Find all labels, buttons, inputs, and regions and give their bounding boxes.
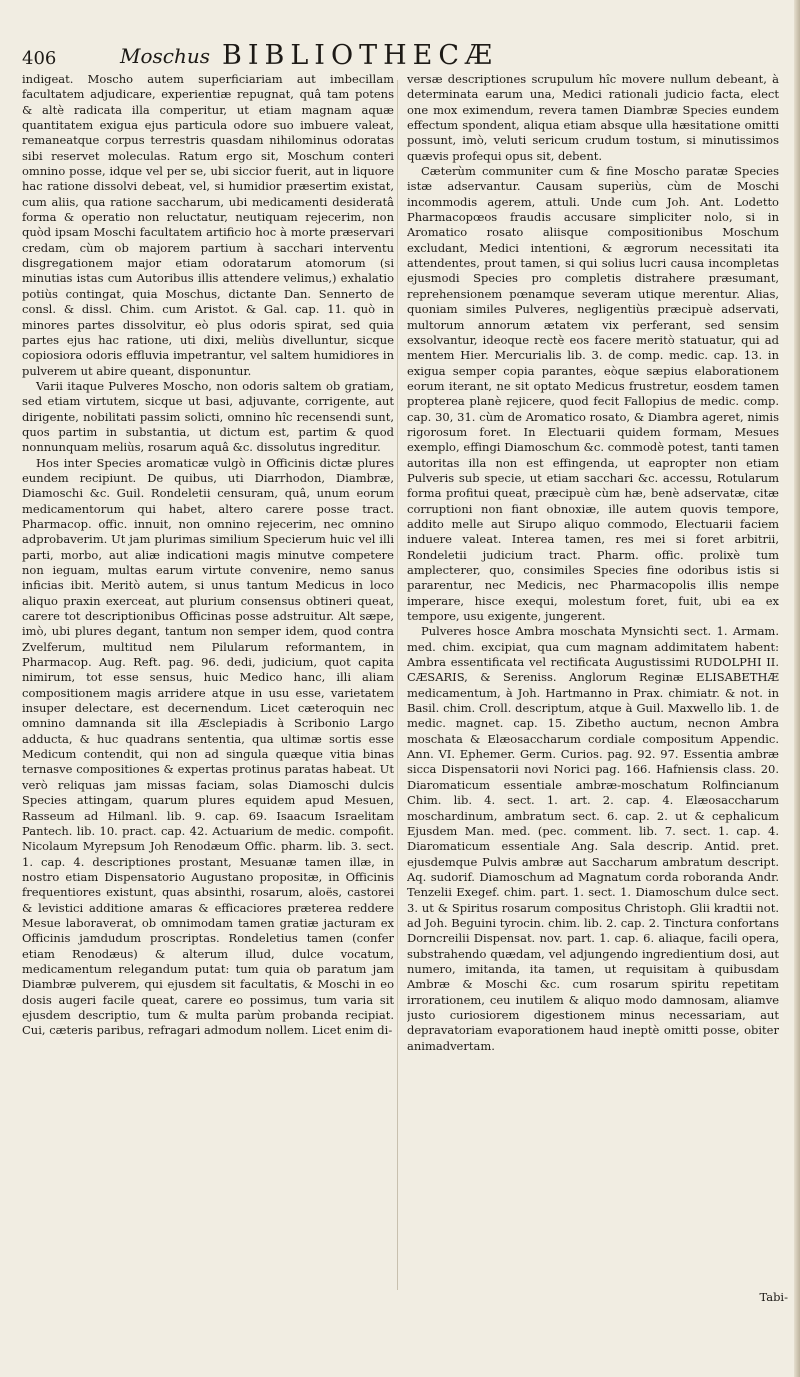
paragraph: Cæterùm communiter cum & fine Moscho paratæ Species istæ adservantur. Causam superiùs, cùm de Moschi incommodis agerem, attuli. Unde cum Joh. Ant. Lodetto Pharmacopœos fraudis accusare simpliciter nolo, si in Aromatico rosato aliisque compositionibus Moschum excludant, Medici intentioni, & ægrorum necessitati ita attendentes, prout tamen, si qui solius lucri causa incompletas ejusmodi Species pro completis distrahere præsumant, reprehensionem pœnamque severam utique merentur. Alias, quoniam similes Pulveres, negligentiùs præcipuè adservati, multorum annorum ætatem vix perferant, sed sensim exsolvantur, ideoque rectè eos facere meritò statuatur, qui ad mentem Hier. Mercurialis lib. 3. de comp. medic. cap. 13. in exigua semper copia parantes, eòque sæpius elaborationem eorum iterant, ne sit optato Medicus frustretur, eosdem tamen propterea planè rejicere, quod fecit Fallopius de medic. comp. cap. 30, 31. cùm de Aromatico rosato, & Diambra ageret, nimis rigorosum foret. In Electuarii quidem formam, Mesues exemplo, effingi Diamoschum &c. commodè potest, tanti tamen autoritas illa non est effingenda, ut eapropter non etiam Pulveris sub specie, ut etiam sacchari &c. accessu, Rotularum forma profitui queat, præcipuè cùm hæ, benè adservatæ, citæ corruptioni non fiant obnoxiæ, ille autem quovis tempore, addito melle aut Sirupo aliquo commodo, Electuarii faciem induere valeat. Interea tamen, res mei si foret arbitrii, Rondeletii judicium tract. Pharm. offic. prolixè tum amplecterer, quo, consimiles Species fine odoribus istis si pararentur, nec Medicis, nec Pharmacopolis illis nempe imperare, hisce exequi, molestum foret, fuit, ubi ea ex tempore, usu exigente, jungerent. xyxy=(407,164,779,624)
paragraph: indigeat. Moscho autem superficiariam aut imbecillam facultatem adjudicare, experientiæ repugnat, quâ tam potens & altè radicata illa comperitur, ut etiam magnam aquæ quantitatem exigua ejus particula odore suo imbuere valeat, remaneatque corpus terrestris quasdam nihilominus odoratas sibi reservet moleculas. Ratum ergo sit, Moschum conteri omnino posse, idque vel per se, ubi siccior fuerit, aut in liquore hac ratione dissolvi debeat, vel, si humidior præsertim existat, cum aliis, qua ratione saccharum, ubi medicamenti desideratâ forma & operatio non reluctatur, neutiquam rejecerim, non quòd ipsam Moschi facultatem artificio hoc à morte præservari credam, cùm ob majorem partium à sacchari interventu disgregationem major etiam odoratarum atomorum (si minutias istas cum Autoribus illis attendere velimus,) exhalatio potiùs contingat, quia Moschus, dictante Dan. Sennerto de consl. & dissl. Chim. cum Aristot. & Gal. cap. 11. quò in minores partes dissolvitur, eò plus odoris spirat, sed quia partes ejus hac ratione, uti dixi, meliùs divelluntur, sicque copiosiora odoris effluvia impetrantur, vel saltem humidiores in pulverem ut abire queant, disponuntur. xyxy=(22,72,394,378)
page-title: BIBLIOTHECÆ xyxy=(222,40,499,71)
paragraph: Pulveres hosce Ambra moschata Mynsichti sect. 1. Armam. med. chim. excipiat, qua cum magnam addimitatem habent: Ambra essentificata vel rectificata Augustissimi RUDOLPHI II. CÆSARIS, & Sereniss. Anglorum Reginæ ELISABETHÆ medicamentum, à Joh. Hartmanno in Prax. chimiatr. & not. in Basil. chim. Croll. descriptum, atque à Guil. Maxwello lib. 1. de medic. magnet. cap. 15. Zibetho auctum, necnon Ambra moschata & Elæosaccharum cordiale compositum Appendic. Ann. VI. Ephemer. Germ. Curios. pag. 92. 97. Essentia ambræ sicca Dispensatorii novi Norici pag. 166. Hafniensis class. 20. Diaromaticum essentiale ambræ-moschatum Rolfincianum Chim. lib. 4. sect. 1. art. 2. cap. 4. Elæosaccharum moschardinum, ambratum sect. 6. cap. 2. ut & cephalicum Ejusdem Man. med. (pec. comment. lib. 7. sect. 1. cap. 4. Diaromaticum essentiale Ang. Sala descrip. Antid. pret. ejusdemque Pulvis ambræ aut Saccharum ambratum descript. Aq. sudorif. Diamoschum ad Magnatum corda roboranda Andr. Tenzelii Exegef. chim. part. 1. sect. 1. Diamoschum dulce sect. 3. ut & Spiritus rosarum compositus Christoph. Glii kradtii not. ad Joh. Beguini tyrocin. chim. lib. 2. cap. 2. Tinctura confortans Dorncreilii Dispensat. nov. part. 1. cap. 6. aliaque, facili opera, substrahendo quædam, vel adjungendo ingredientium dosi, aut numero, imitanda, ita tamen, ut requisitam à quibusdam Ambræ & Moschi &c. cum rosarum spiritu repetitam irrorationem, ceu inutilem & aliquo modo damnosam, aliamve justo curiosiorem digestionem minus necessariam, aut depravatoriam evaporationem haud ineptè omitti posse, obiter animadvertam. xyxy=(407,624,779,1053)
column-divider xyxy=(397,80,398,1290)
paragraph: Varii itaque Pulveres Moscho, non odoris saltem ob gratiam, sed etiam virtutem, sicque ut basi, adjuvante, corrigente, aut dirigente, nobilitati passim solicti, omnino hîc recensendi sunt, quos partim in substantia, ut dictum est, partim & quod nonnunquam meliùs, rosarum aquâ &c. dissolutus ingreditur. xyxy=(22,378,394,455)
left-column xyxy=(22,72,394,1039)
paragraph: versæ descriptiones scrupulum hîc movere nullum debeant, à determinata earum una, Medici rationali judicio facta, elect one mox eximendum, revera tamen Diambræ Species eundem effectum spondent, aliqua etiam absque ulla hæsitatione omitti possunt, imò, veluti sericum crudum tostum, si minutissimos quævis profequi opus sit, debent. xyxy=(407,72,779,163)
running-head: Moschus xyxy=(120,44,211,68)
right-column xyxy=(407,72,779,1054)
page-number: 406 xyxy=(22,48,57,69)
paragraph: Hos inter Species aromaticæ vulgò in Officinis dictæ plures eundem recipiunt. De quibus, uti Diarrhodon, Diambræ, Diamoschi &c. Guil. Rondeletii censuram, quâ, unum eorum medicamentorum qui habet, altero carere posse tract. Pharmacop. offic. innuit, non omnino rejecerim, nec omnino adprobaverim. Ut jam plurimas similium Specierum huic vel illi parti, morbo, aut aliæ indicationi magis minutve competere non ieguam, multas earum virtute convenire, nemo sanus inficias ibit. Meritò autem, si unus tantum Medicus in loco aliquo praxin exerceat, aut plurium consensus obtineri queat, carere tot descriptionibus Officinas posse adstruitur. Alt sæpe, imò, ubi plures degant, tantum non semper idem, quod contra Zvelferum, multitud nem Pilularum reformantem, in Pharmacop. Aug. Reft. pag. 96. dedi, judicium, quot capita nimirum, tot esse sensus, huic Medico hanc, illi aliam compositionem magis arridere atque in usu esse, varietatem insuper delectare, est decernendum. Licet cæteroquin nec omnino damnanda sit illa Æsclepiadis à Scribonio Largo adducta, & huc quadrans sententia, qua ultimæ sortis esse Medicum contendit, qui non ad singula quæque vitia binas ternasve compositiones & expertas protinus paratas habeat. Ut verò reliquas jam missas faciam, solas Diamoschi dulcis Species attingam, quarum plures equidem apud Mesuen, Rasseum ad Hilmanl. lib. 9. cap. 69. Isaacum Israelitam Pantech. lib. 10. pract. cap. 42. Actuarium de medic. compofit. Nicolaum Myrepsum Joh Renodæum Offic. pharm. lib. 3. sect. 1. cap. 4. descriptiones prostant, Mesuanæ tamen illæ, in nostro etiam Dispensatorio Augustano propositæ, in Officinis frequentiores existunt, quas absinthi, rosarum, aloës, castorei & levistici additione amaras & efficaciores præterea reddere Mesue laboraverat, ob omnimodam tamen gratiæ jacturam ex Officinis jamdudum proscriptas. Rondeletius tamen (confer etiam Renodæus) & alterum illud, dulce vocatum, medicamentum relegandum putat: tum quia ob paratum jam Diambræ pulverem, qui ejusdem sit facultatis, & Moschi in eo dosis augeri facile queat, carere eo possimus, tum varia sit ejusdem descriptio, tum & multa parùm probanda recipiat. Cui, cæteris paribus, refragari admodum nollem. Licet enim di- xyxy=(22,455,394,1038)
page-edge xyxy=(794,0,800,1377)
catchword: Tabi- xyxy=(759,1290,788,1304)
